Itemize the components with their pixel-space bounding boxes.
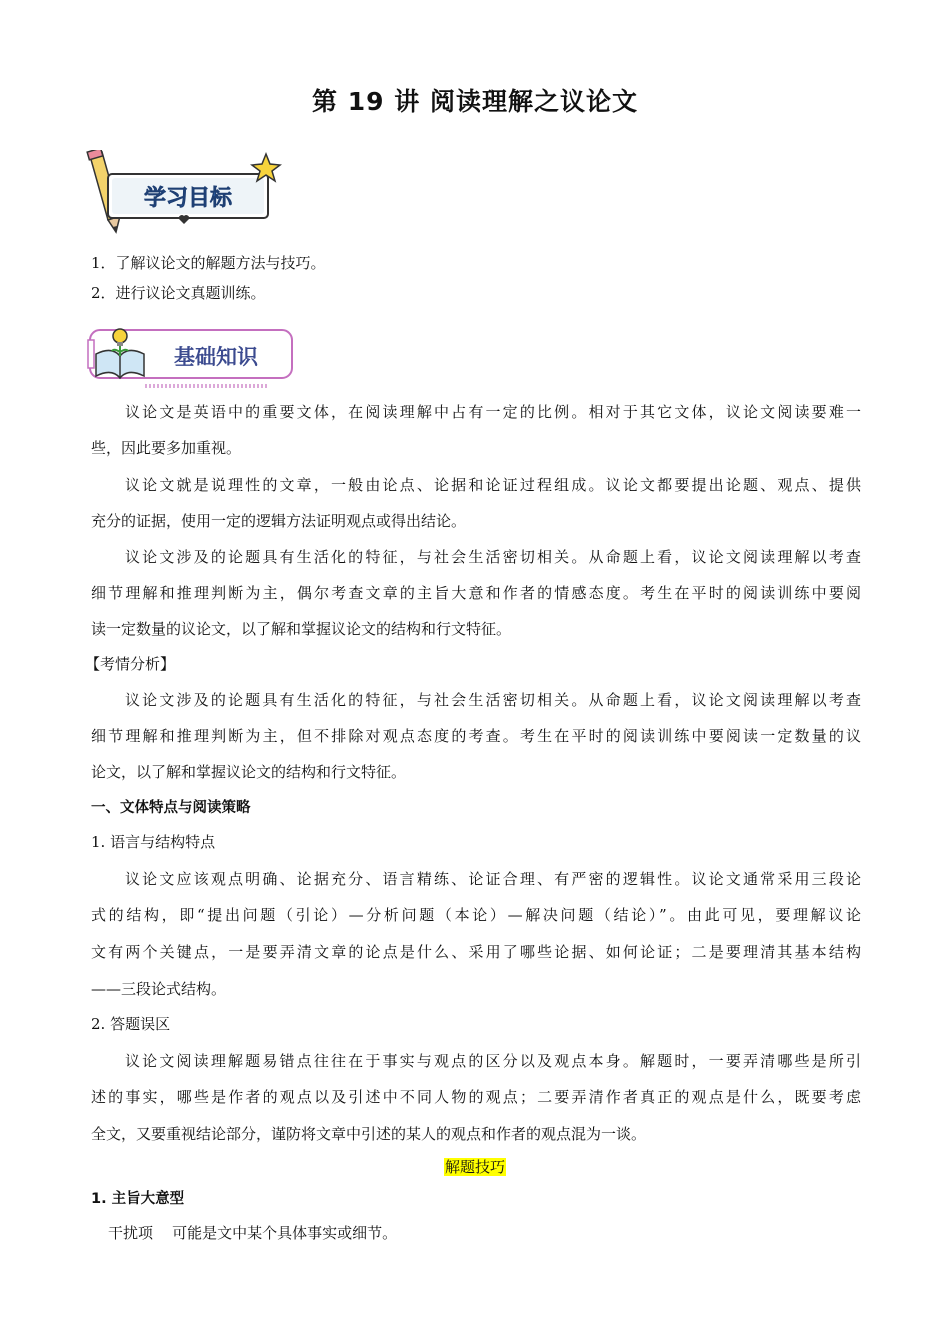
skills-heading (0, 1157, 950, 1177)
learning-goals-label: 学习目标 (143, 186, 233, 211)
heart-icon (179, 215, 189, 224)
skills-heading-text: 解题技巧 (444, 1158, 505, 1176)
type-1-heading: 1. 主旨大意型 (91, 1191, 185, 1207)
paragraph-4-line-2: 细节理解和推理判断为主，但不排除对观点态度的考查。考生在平时的阅读训练中要阅读一定数量的议 (91, 727, 861, 745)
paragraph-5-line-2: 式的结构，即“提出问题（引论）—分析问题（本论）—解决问题（结论）”。由此可见，要理解议论 (91, 906, 861, 924)
exam-analysis-heading: 【考情分析】 (85, 655, 176, 673)
subsection-2-heading: 2. 答题误区 (91, 1015, 171, 1033)
paragraph-2-line-1: 议论文就是说理性的文章，一般由论点、论据和论证过程组成。议论文都要提出论题、观点、提供 (125, 476, 861, 494)
paragraph-5-line-3: 文有两个关键点，一是要弄清文章的论点是什么、采用了哪些论据、如何论证；二是要理清其基本结构 (91, 943, 861, 961)
goal-item-2: 2．进行议论文真题训练。 (91, 284, 266, 302)
paragraph-3-line-3: 读一定数量的议论文，以了解和掌握议论文的结构和行文特征。 (91, 620, 512, 638)
paragraph-5-line-1: 议论文应该观点明确、论据充分、语言精练、论证合理、有严密的逻辑性。议论文通常采用三段论 (125, 870, 861, 888)
paragraph-1-line-2: 些，因此要多加重视。 (91, 439, 242, 457)
paragraph-4-line-1: 议论文涉及的论题具有生活化的特征，与社会生活密切相关。从命题上看，议论文阅读理解以考查 (125, 691, 861, 709)
page-title: 第 19 讲 阅读理解之议论文 (312, 87, 638, 116)
type-1-distractor-line: 干扰项 可能是文中某个具体事实或细节。 (108, 1224, 398, 1242)
paragraph-3-line-2: 细节理解和推理判断为主，偶尔考查文章的主旨大意和作者的情感态度。考生在平时的阅读训练中要阅 (91, 584, 861, 602)
paragraph-6-line-2: 述的事实，哪些是作者的观点以及引述中不同人物的观点；二要弄清作者真正的观点是什么，既要考虑 (91, 1088, 861, 1106)
basic-knowledge-badge (86, 324, 298, 390)
learning-goals-badge (86, 150, 282, 234)
paragraph-6-line-1: 议论文阅读理解题易错点往往在于事实与观点的区分以及观点本身。解题时，一要弄清哪些是所引 (125, 1052, 861, 1070)
paragraph-3-line-1: 议论文涉及的论题具有生活化的特征，与社会生活密切相关。从命题上看，议论文阅读理解以考查 (125, 548, 861, 566)
paragraph-2-line-2: 充分的证据，使用一定的逻辑方法证明观点或得出结论。 (91, 512, 467, 530)
paragraph-6-line-3: 全文，又要重视结论部分，谨防将文章中引述的某人的观点和作者的观点混为一谈。 (91, 1125, 647, 1143)
section-1-heading: 一、文体特点与阅读策略 (91, 800, 251, 816)
paragraph-4-line-3: 论文，以了解和掌握议论文的结构和行文特征。 (91, 763, 407, 781)
subsection-1-heading: 1. 语言与结构特点 (91, 833, 216, 851)
basic-knowledge-label: 基础知识 (174, 345, 258, 369)
paragraph-1-line-1: 议论文是英语中的重要文体，在阅读理解中占有一定的比例。相对于其它文体，议论文阅读要难一 (125, 403, 861, 421)
paragraph-5-line-4: ——三段论式结构。 (91, 980, 227, 998)
goal-item-1: 1．了解议论文的解题方法与技巧。 (91, 254, 326, 272)
